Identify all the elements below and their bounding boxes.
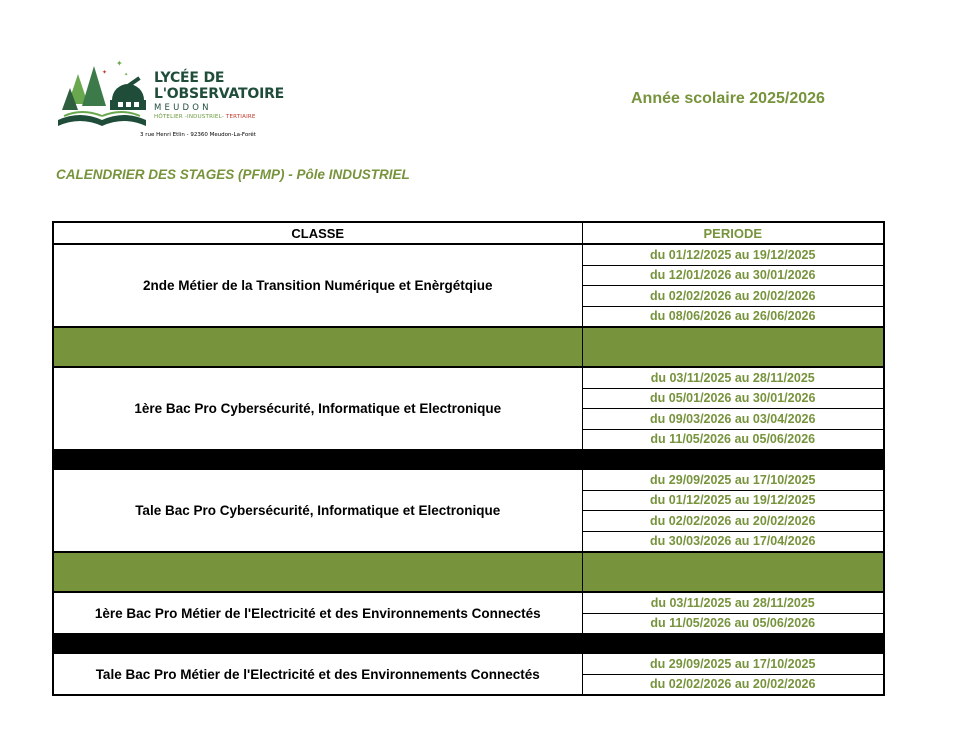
logo-tagline-b: TERTIAIRE bbox=[225, 114, 256, 120]
period-cell: du 11/05/2026 au 05/06/2026 bbox=[582, 429, 884, 450]
logo-line-3: MEUDON bbox=[154, 103, 212, 113]
header-periode: PERIODE bbox=[582, 222, 884, 244]
period-cell: du 03/11/2025 au 28/11/2025 bbox=[582, 592, 884, 613]
period-cell: du 12/01/2026 au 30/01/2026 bbox=[582, 265, 884, 286]
period-cell: du 11/05/2026 au 05/06/2026 bbox=[582, 613, 884, 634]
logo-line-1: LYCÉE DE bbox=[154, 70, 225, 86]
separator-row-black bbox=[53, 634, 884, 654]
table-row bbox=[53, 470, 884, 491]
period-cell: du 08/06/2026 au 26/06/2026 bbox=[582, 306, 884, 327]
class-cell: 1ère Bac Pro Métier de l'Electricité et des Environnements Connectés bbox=[53, 592, 582, 634]
svg-text:✦: ✦ bbox=[124, 72, 129, 78]
table-row bbox=[53, 592, 884, 613]
class-cell: Tale Bac Pro Métier de l'Electricité et des Environnements Connectés bbox=[53, 654, 582, 696]
table-row bbox=[53, 654, 884, 675]
svg-text:✦: ✦ bbox=[102, 69, 108, 76]
class-cell: 1ère Bac Pro Cybersécurité, Informatique et Electronique bbox=[53, 367, 582, 450]
period-cell: du 29/09/2025 au 17/10/2025 bbox=[582, 470, 884, 491]
separator-cell bbox=[53, 634, 884, 654]
separator-cell bbox=[582, 327, 884, 367]
separator-row-green bbox=[53, 552, 884, 592]
school-logo bbox=[54, 52, 285, 142]
table-header-row bbox=[53, 222, 884, 244]
separator-cell bbox=[53, 327, 582, 367]
period-cell: du 09/03/2026 au 03/04/2026 bbox=[582, 409, 884, 430]
class-cell: 2nde Métier de la Transition Numérique et Enèrgétqiue bbox=[53, 244, 582, 327]
separator-cell bbox=[582, 552, 884, 592]
observatory-logo-icon bbox=[54, 56, 152, 132]
table-row bbox=[53, 244, 884, 265]
period-cell: du 03/11/2025 au 28/11/2025 bbox=[582, 367, 884, 388]
period-cell: du 02/02/2026 au 20/02/2026 bbox=[582, 511, 884, 532]
separator-row-black bbox=[53, 450, 884, 470]
logo-wordmark bbox=[154, 70, 284, 121]
separator-row-green bbox=[53, 327, 884, 367]
period-cell: du 05/01/2026 au 30/01/2026 bbox=[582, 388, 884, 409]
separator-cell bbox=[53, 450, 884, 470]
logo-line-2: L'OBSERVATOIRE bbox=[154, 86, 285, 102]
separator-cell bbox=[53, 552, 582, 592]
period-cell: du 29/09/2025 au 17/10/2025 bbox=[582, 654, 884, 675]
school-year: Année scolaire 2025/2026 bbox=[631, 90, 825, 107]
period-cell: du 01/12/2025 au 19/12/2025 bbox=[582, 244, 884, 265]
period-cell: du 02/02/2026 au 20/02/2026 bbox=[582, 286, 884, 307]
class-cell: Tale Bac Pro Cybersécurité, Informatique et Electronique bbox=[53, 470, 582, 553]
document-subtitle: CALENDRIER DES STAGES (PFMP) - Pôle INDUSTRIEL bbox=[56, 167, 410, 182]
table-row bbox=[53, 367, 884, 388]
logo-tagline-a: HÔTELIER -INDUSTRIEL- bbox=[154, 114, 224, 120]
period-cell: du 02/02/2026 au 20/02/2026 bbox=[582, 674, 884, 695]
period-cell: du 30/03/2026 au 17/04/2026 bbox=[582, 531, 884, 552]
svg-text:✦: ✦ bbox=[116, 59, 123, 68]
period-cell: du 01/12/2025 au 19/12/2025 bbox=[582, 490, 884, 511]
school-address: 3 rue Henri Etlin - 92360 Meudon-La-Forêt bbox=[140, 132, 256, 138]
logo-tagline bbox=[154, 113, 284, 121]
header-classe: CLASSE bbox=[53, 222, 582, 244]
internship-calendar-table bbox=[52, 221, 885, 696]
